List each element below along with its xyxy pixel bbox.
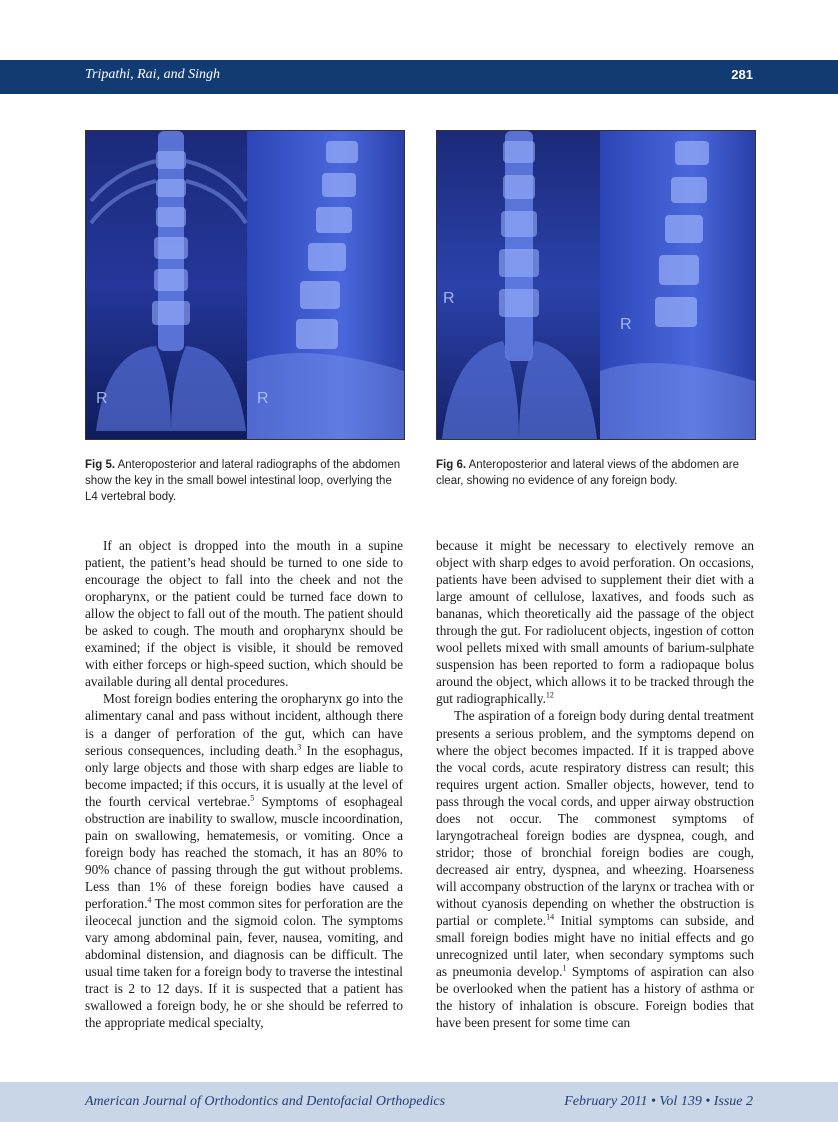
reference-marker: 5: [250, 793, 255, 803]
reference-marker: 4: [147, 895, 152, 905]
figure-5-label: Fig 5.: [85, 459, 116, 471]
marker-r-lateral: R: [620, 316, 632, 333]
marker-r-ap: R: [96, 390, 108, 407]
paragraph: Most foreign bodies entering the oropharynx go into the alimentary canal and pass without incident, although there is a danger of perforation of the gut, which can have serious consequences, including death.$^3$ In the esophagus, only large objects and those with sharp edges are liable to become impacted; if this occurs, it is usually at the level of the fourth cervical vertebrae.$^5$ Symptoms of esophageal obstruction are inability to swallow, muscle incoordination, pain on swallowing, hematemesis, or vomiting. Once a foreign body has reached the stomach, it has an 80% to 90% chance of passing through the gut without problems. Less than 1% of these foreign bodies have caused a perforation.$^4$ The most common sites for perforation are the ileocecal junction and the sigmoid colon. The symptoms vary among abdominal pain, fever, nausea, vomiting, and abdominal distension, and diagnosis can be difficult. The usual time taken for a foreign body to traverse the intestinal tract is 2 to 12 days. If it is suspected that a patient has swallowed a foreign body, he or she should be referred to the appropriate medical specialty,: [85, 691, 403, 1031]
lateral-pelvis: [247, 353, 404, 439]
marker-r-ap: R: [443, 290, 455, 307]
body-column-left: [85, 537, 403, 1031]
figure-5-caption-text: Anteroposterior and lateral radiographs of the abdomen show the key in the small bowel intestinal loop, overlying the L4 vertebral body.: [85, 459, 401, 503]
ap-spine: [505, 131, 533, 361]
figure-6-caption-text: Anteroposterior and lateral views of the abdomen are clear, showing no evidence of any foreign body.: [436, 459, 740, 487]
page-number: 281: [731, 67, 753, 82]
body-column-right: [436, 537, 754, 1031]
reference-marker: 1: [562, 963, 567, 973]
figure-5-image: [86, 131, 404, 439]
reference-marker: 14: [546, 912, 555, 922]
reference-marker: 12: [545, 691, 554, 700]
figure-5-radiographs: [85, 130, 405, 440]
reference-marker: 3: [297, 742, 302, 752]
paragraph: because it might be necessary to electively remove an object with sharp edges to avoid perforation. On occasions, patients have been advised to supplement their diet with a large amount of cellulose, laxatives, and foods such as bananas, which theoretically aid the passage of the object through the gut. For radiolucent objects, ingestion of cotton wool pellets mixed with small amounts of barium-sulphate suspension has been reported to form a radiopaque bolus around the object, which allows it to be tracked through the gut radiographically.$^{12}$: [436, 538, 754, 707]
figure-6-caption: [436, 457, 756, 489]
marker-r-lateral: R: [257, 390, 269, 407]
figure-6-radiographs: [436, 130, 756, 440]
paragraph: If an object is dropped into the mouth in a supine patient, the patient’s head should be turned to one side to encourage the object to fall into the cheek and not the oropharynx, or the patient could be turned face down to allow the object to fall out of the mouth. The patient should be asked to cough. The mouth and oropharynx should be examined; if the object is visible, it should be removed with either forceps or high-speed suction, which should be available during all dental procedures.: [85, 538, 403, 690]
paragraph: The aspiration of a foreign body during dental treatment presents a serious problem, and the symptoms depend on where the object becomes impacted. If it is trapped above the vocal cords, acute respiratory distress can result; this requires urgent action. Smaller objects, however, tend to pass through the vocal cords, and upper airway obstruction does not occur. The commonest symptoms of laryngotracheal foreign bodies are dyspnea, cough, and stridor; those of bronchial foreign bodies are cough, decreased air entry, dyspnea, and wheezing. Hoarseness will accompany obstruction of the larynx or trachea with or without cyanosis depending on whether the obstruction is partial or complete.$^{14}$ Initial symptoms can subside, and small foreign bodies might have no initial effects and go unrecognized until later, when secondary symptoms such as pneumonia develop.$^1$ Symptoms of aspiration can also be overlooked when the patient has a history of asthma or the history of inhalation is obscure. Foreign bodies that have been present for some time can: [436, 708, 755, 1031]
footer-journal-title: American Journal of Orthodontics and Dentofacial Orthopedics: [85, 1094, 446, 1109]
footer-issue-info: February 2011 • Vol 139 • Issue 2: [564, 1094, 753, 1109]
running-head-authors: Tripathi, Rai, and Singh: [85, 67, 220, 82]
figure-6-label: Fig 6.: [436, 459, 467, 471]
figure-6-image: [437, 131, 755, 439]
figure-5-caption: [85, 457, 405, 505]
